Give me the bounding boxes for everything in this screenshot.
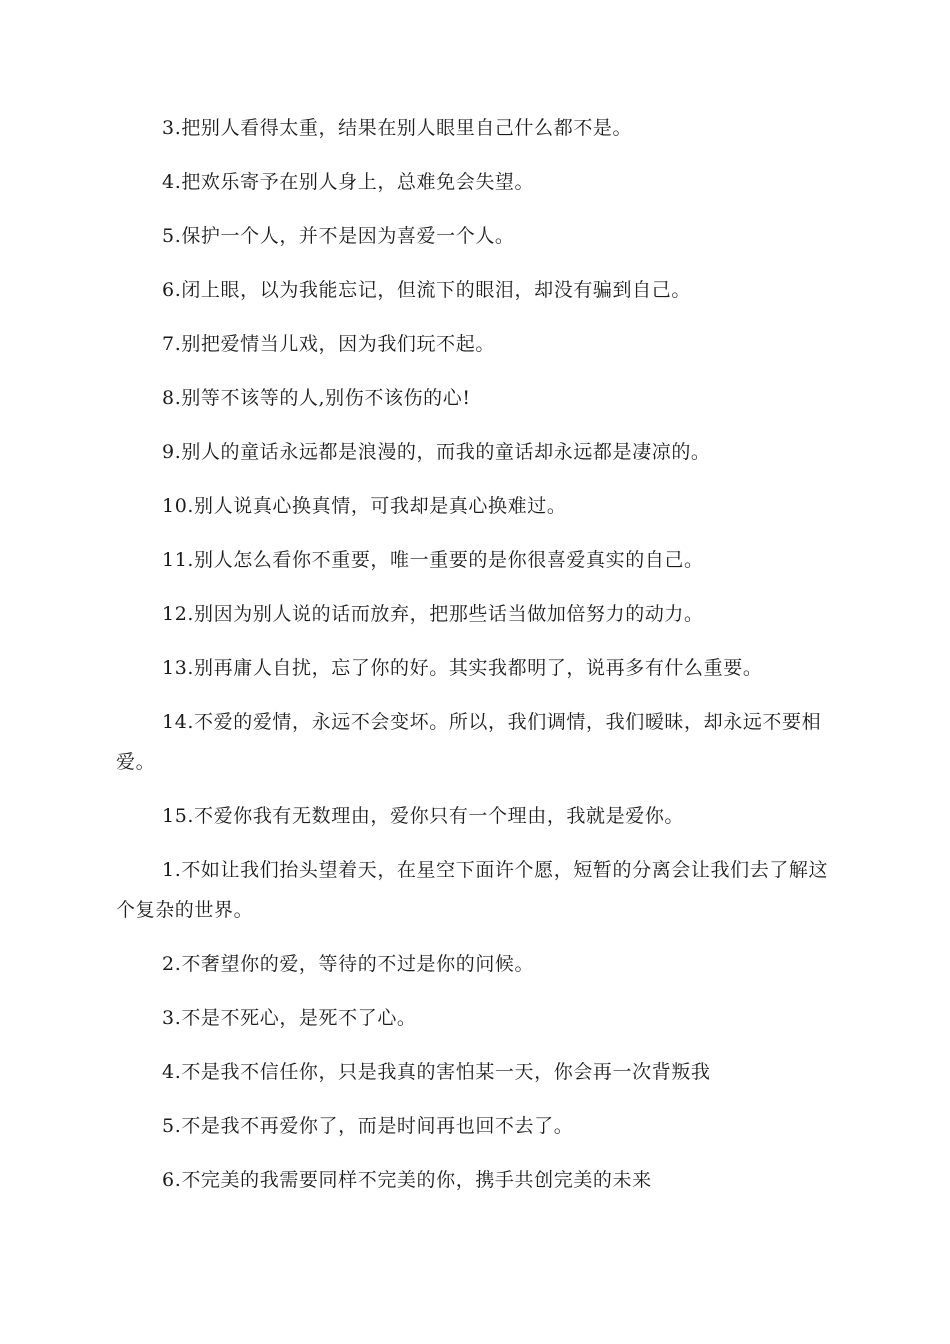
paragraph: 6.闭上眼，以为我能忘记，但流下的眼泪，却没有骗到自己。: [162, 279, 691, 301]
paragraph: 4.把欢乐寄予在别人身上，总难免会失望。: [162, 171, 535, 193]
paragraph: 6.不完美的我需要同样不完美的你，携手共创完美的未来: [162, 1169, 652, 1191]
paragraph: 15.不爱你我有无数理由，爱你只有一个理由，我就是爱你。: [162, 805, 685, 827]
paragraph: 7.别把爱情当儿戏，因为我们玩不起。: [162, 333, 495, 355]
paragraph: 3.把别人看得太重，结果在别人眼里自己什么都不是。: [162, 117, 633, 139]
paragraph: 12.别因为别人说的话而放弃，把那些话当做加倍努力的动力。: [162, 603, 704, 625]
paragraph: 10.别人说真心换真情，可我却是真心换难过。: [162, 495, 567, 517]
paragraph: 2.不奢望你的爱，等待的不过是你的问候。: [162, 953, 535, 975]
paragraph: 9.别人的童话永远都是浪漫的，而我的童话却永远都是凄凉的。: [162, 441, 711, 463]
paragraph: 14.不爱的爱情，永远不会变坏。所以，我们调情，我们暧昧，却永远不要相爱。: [116, 711, 822, 773]
paragraph: 1.不如让我们抬头望着天，在星空下面许个愿，短暂的分离会让我们去了解这个复杂的世界。: [116, 859, 829, 921]
paragraph: 5.不是我不再爱你了，而是时间再也回不去了。: [162, 1115, 574, 1137]
paragraph: 8.别等不该等的人,别伤不该伤的心!: [162, 387, 471, 409]
paragraph: 13.别再庸人自扰，忘了你的好。其实我都明了，说再多有什么重要。: [162, 657, 763, 679]
paragraph: 11.别人怎么看你不重要，唯一重要的是你很喜爱真实的自己。: [162, 549, 704, 571]
document-body: [116, 108, 836, 1214]
paragraph: 3.不是不死心，是死不了心。: [162, 1007, 417, 1029]
paragraph: 4.不是我不信任你，只是我真的害怕某一天，你会再一次背叛我: [162, 1061, 711, 1083]
paragraph: 5.保护一个人，并不是因为喜爱一个人。: [162, 225, 515, 247]
